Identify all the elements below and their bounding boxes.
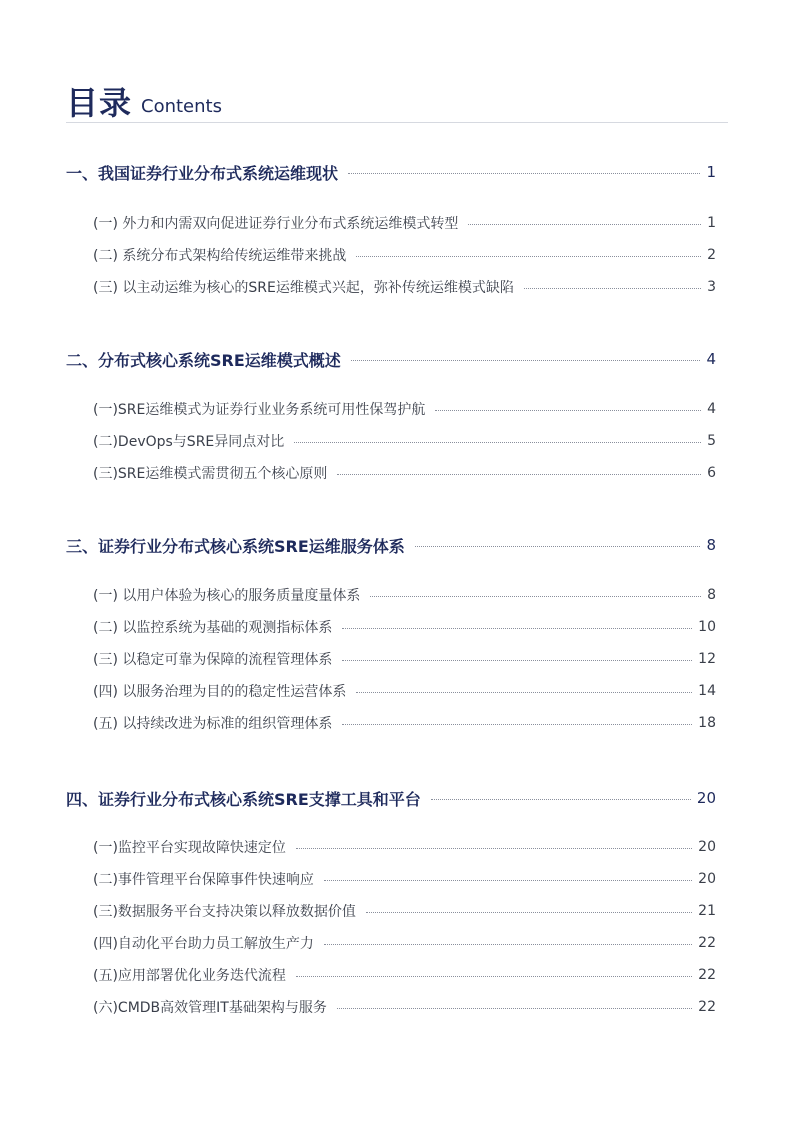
dot-leader [337,474,701,475]
toc-page-number: 1 [707,215,716,231]
toc-page-number: 14 [698,683,716,699]
dot-leader [296,848,692,849]
toc-section-1[interactable] [66,159,716,185]
toc-section-title: 一、我国证券行业分布式系统运维现状 [66,163,339,183]
toc-page-number: 8 [707,587,716,603]
toc-section-title: 四、证券行业分布式核心系统SRE支撑工具和平台 [66,789,421,809]
dot-leader [342,660,692,661]
toc-entry[interactable] [93,429,716,453]
toc-entry[interactable] [93,867,716,891]
dot-leader [342,628,692,629]
toc-page-number: 22 [698,967,716,983]
toc-page-number: 1 [706,163,716,181]
dot-leader [337,1008,692,1009]
toc-entry-title: (三) 以稳定可靠为保障的流程管理体系 [93,652,333,668]
toc-entry[interactable] [93,899,716,923]
toc-section-4[interactable] [66,785,716,811]
toc-entry-title: (六)CMDB高效管理IT基础架构与服务 [93,1000,327,1016]
dot-leader [324,880,692,881]
toc-section-3[interactable] [66,532,716,558]
toc-page-number: 20 [698,871,716,887]
toc-entry-title: (一) 以用户体验为核心的服务质量度量体系 [93,588,361,604]
toc-entry-title: (五)应用部署优化业务迭代流程 [93,968,286,984]
toc-entry[interactable] [93,963,716,987]
toc-entry-title: (四) 以服务治理为目的的稳定性运营体系 [93,684,347,700]
toc-entry[interactable] [93,995,716,1019]
toc-page-number: 22 [698,935,716,951]
toc-entry[interactable] [93,461,716,485]
toc-entry[interactable] [93,583,716,607]
toc-entry-title: (三)SRE运维模式需贯彻五个核心原则 [93,466,328,482]
toc-section-title: 二、分布式核心系统SRE运维模式概述 [66,350,341,370]
toc-entry-title: (一)SRE运维模式为证券行业业务系统可用性保驾护航 [93,402,426,418]
toc-entry[interactable] [93,397,716,421]
toc-page-number: 5 [707,433,716,449]
toc-entry[interactable] [93,711,716,735]
dot-leader [294,442,701,443]
toc-entry-title: (四)自动化平台助力员工解放生产力 [93,936,314,952]
toc-entry[interactable] [93,931,716,955]
dot-leader [356,256,701,257]
dot-leader [435,410,701,411]
toc-entry-title: (三) 以主动运维为核心的SRE运维模式兴起，弥补传统运维模式缺陷 [93,280,514,296]
dot-leader [348,173,700,174]
dot-leader [468,224,701,225]
dot-leader [366,912,692,913]
toc-entry-title: (五) 以持续改进为标准的组织管理体系 [93,716,333,732]
toc-entry-title: (一)监控平台实现故障快速定位 [93,840,286,856]
toc-entry[interactable] [93,211,716,235]
toc-page-number: 2 [707,247,716,263]
toc-page-number: 18 [698,715,716,731]
toc-entry[interactable] [93,243,716,267]
toc-page-number: 6 [707,465,716,481]
dot-leader [370,596,701,597]
toc-entry-title: (三)数据服务平台支持决策以释放数据价值 [93,904,356,920]
toc-entry[interactable] [93,275,716,299]
toc-page-number: 8 [706,536,716,554]
toc-section-title: 三、证券行业分布式核心系统SRE运维服务体系 [66,536,405,556]
dot-leader [342,724,692,725]
dot-leader [351,360,701,361]
toc-entry-title: (二)事件管理平台保障事件快速响应 [93,872,314,888]
toc-page-number: 4 [707,401,716,417]
dot-leader [415,546,701,547]
toc-page-number: 10 [698,619,716,635]
toc-entry[interactable] [93,679,716,703]
toc-page-number: 4 [706,350,716,368]
dot-leader [524,288,701,289]
toc-subtitle: Contents [141,96,222,117]
toc-entry[interactable] [93,647,716,671]
dot-leader [356,692,692,693]
toc-section-2[interactable] [66,346,716,372]
toc-page-number: 21 [698,903,716,919]
toc-entry[interactable] [93,615,716,639]
toc-entry[interactable] [93,835,716,859]
dot-leader [431,799,691,800]
toc-header [66,74,728,123]
toc-entry-title: (二) 以监控系统为基础的观测指标体系 [93,620,333,636]
toc-entry-title: (二)DevOps与SRE异同点对比 [93,434,285,450]
toc-entry-title: (二) 系统分布式架构给传统运维带来挑战 [93,248,347,264]
toc-page-number: 22 [698,999,716,1015]
toc-page-number: 12 [698,651,716,667]
dot-leader [324,944,692,945]
toc-page-number: 3 [707,279,716,295]
toc-title: 目录 [66,84,133,122]
toc-page-number: 20 [696,789,716,807]
toc-page-number: 20 [698,839,716,855]
dot-leader [296,976,692,977]
toc-entry-title: (一) 外力和内需双向促进证券行业分布式系统运维模式转型 [93,216,459,232]
